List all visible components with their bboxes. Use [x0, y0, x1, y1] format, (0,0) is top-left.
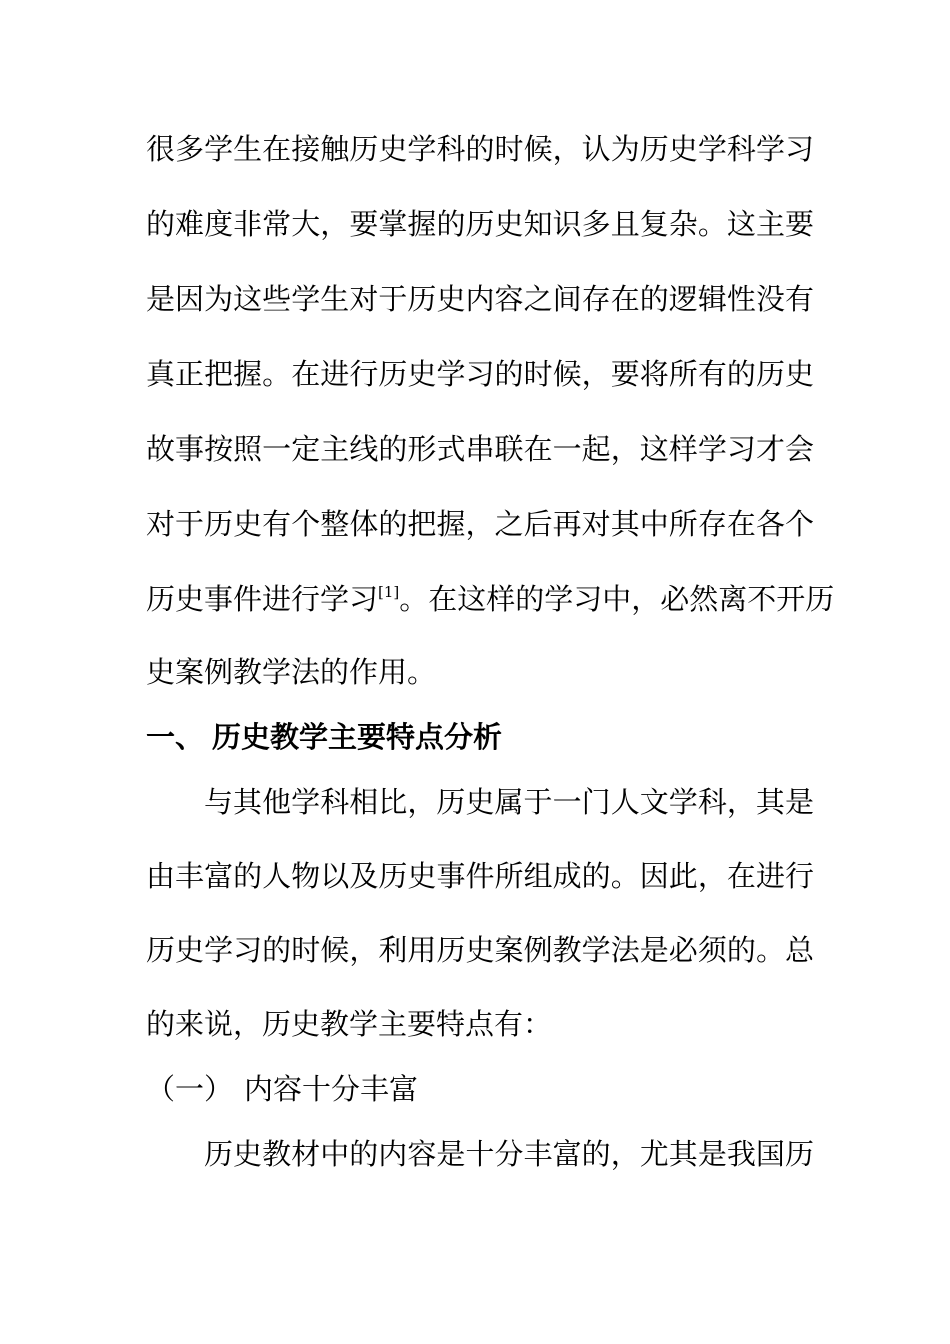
body-text-line: 的难度非常大，要掌握的历史知识多且复杂。这主要 — [146, 207, 814, 241]
body-text-line: 的来说，历史教学主要特点有： — [146, 1007, 553, 1041]
subsection-number: （一） — [146, 1072, 234, 1106]
body-text-line: 故事按照一定主线的形式串联在一起，这样学习才会 — [146, 432, 814, 466]
body-text-line: 与其他学科相比，历史属于一门人文学科，其是 — [204, 785, 814, 819]
body-text-line: 对于历史有个整体的把握，之后再对其中所存在各个 — [146, 507, 814, 541]
subsection-heading — [146, 1069, 814, 1109]
subsection-title: 内容十分丰富 — [244, 1072, 419, 1106]
section-title: 历史教学主要特点分析 — [212, 720, 503, 754]
body-text-line-with-citation — [146, 579, 835, 619]
body-text-line: 是因为这些学生对于历史内容之间存在的逻辑性没有 — [146, 282, 814, 316]
body-text-line: 很多学生在接触历史学科的时候，认为历史学科学习 — [146, 132, 814, 166]
body-text-line: 历史学习的时候，利用历史案例教学法是必须的。总 — [146, 933, 814, 967]
body-text-segment: 。在这样的学习中，必然离不开历 — [399, 582, 835, 616]
body-text-line: 历史教材中的内容是十分丰富的，尤其是我国历 — [204, 1137, 814, 1171]
body-text-line: 由丰富的人物以及历史事件所组成的。因此，在进行 — [146, 859, 814, 893]
body-text-segment: 历史事件进行学习 — [146, 582, 379, 616]
body-text-line: 史案例教学法的作用。 — [146, 655, 437, 689]
citation-reference: [1] — [378, 583, 400, 601]
body-text-line: 真正把握。在进行历史学习的时候，要将所有的历史 — [146, 357, 814, 391]
section-heading — [146, 717, 814, 757]
section-number: 一、 — [146, 720, 205, 754]
